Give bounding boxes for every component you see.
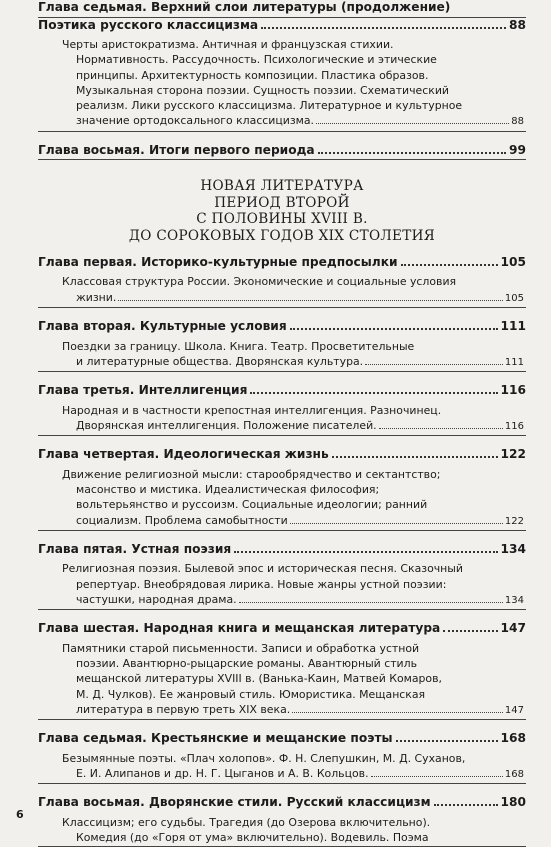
description-page-number: 116 bbox=[504, 420, 524, 432]
toc-entry-title bbox=[38, 319, 526, 335]
description-line: принципы. Архитектурность композиции. Пластика образов. bbox=[76, 68, 429, 82]
description-line: Поездки за границу. Школа. Книга. Театр. Просветительные bbox=[62, 339, 415, 353]
description-line: Классовая структура России. Экономические и социальные условия bbox=[62, 275, 457, 289]
entry-page-number: 122 bbox=[500, 447, 526, 462]
dot-leader bbox=[371, 776, 503, 777]
entry-page-number: 105 bbox=[500, 254, 526, 269]
description-line: вольтерьянство и руссоизм. Социальные идеологии; ранний bbox=[76, 498, 428, 512]
description-line: социализм. Проблема самобытности bbox=[76, 513, 288, 527]
entry-page-number: 168 bbox=[500, 731, 526, 746]
section-heading-line: С ПОЛОВИНЫ XVIII В. bbox=[196, 211, 368, 228]
entry-title-text: Глава седьмая. Крестьянские и мещанские поэты bbox=[38, 731, 393, 746]
description-page-number: 111 bbox=[504, 356, 524, 368]
dot-leader bbox=[332, 456, 498, 458]
toc-entry-title bbox=[38, 731, 526, 747]
divider bbox=[38, 131, 526, 132]
divider bbox=[38, 435, 526, 436]
description-line: Музыкальная сторона поэзии. Сущность поэзии. Схематический bbox=[76, 83, 449, 97]
divider bbox=[38, 159, 526, 160]
entry-description bbox=[38, 641, 526, 718]
description-line: масонство и мистика. Идеалистическая философия; bbox=[76, 482, 380, 496]
entry-page-number: 99 bbox=[509, 142, 526, 157]
entry-description bbox=[38, 339, 526, 371]
description-line: Черты аристократизма. Античная и французская стихии. bbox=[62, 38, 394, 51]
section-heading-line: ДО СОРОКОВЫХ ГОДОВ XIX СТОЛЕТИЯ bbox=[128, 227, 436, 244]
entry-title-text: Глава вторая. Культурные условия bbox=[38, 319, 287, 333]
dot-leader bbox=[316, 123, 509, 124]
entry-page-number: 88 bbox=[509, 17, 526, 32]
description-last-line bbox=[62, 592, 524, 608]
dot-leader bbox=[290, 328, 498, 330]
section-heading-line: НОВАЯ ЛИТЕРАТУРА bbox=[200, 178, 364, 195]
description-line: и литературные общества. Дворянская культура. bbox=[76, 354, 364, 368]
description-last-line bbox=[62, 702, 524, 718]
entry-page-number: 134 bbox=[500, 541, 526, 556]
entry-description bbox=[38, 403, 526, 435]
entry-title-text: Глава третья. Интеллигенция bbox=[38, 383, 248, 398]
entry-title-text: Глава шестая. Народная книга и мещанская литература bbox=[38, 621, 441, 636]
section-heading-line: ПЕРИОД ВТОРОЙ bbox=[214, 194, 350, 211]
divider bbox=[38, 783, 526, 784]
description-line: М. Д. Чулков). Ее жанровый стиль. Юмористика. Мещанская bbox=[76, 687, 426, 701]
entry-title-text: Глава первая. Историко-культурные предпосылки bbox=[38, 254, 398, 269]
description-line: литература в первую треть XIX века. bbox=[76, 702, 291, 716]
description-line: Е. И. Алипанов и др. Н. Г. Цыганов и А. В. Кольцов. bbox=[76, 767, 369, 781]
dot-leader bbox=[234, 551, 497, 553]
dot-leader bbox=[401, 264, 498, 266]
description-line: Памятники старой письменности. Записи и обработка устной bbox=[62, 641, 420, 655]
description-line: репертуар. Внеобрядовая лирика. Новые жанры устной поэзии: bbox=[76, 577, 447, 591]
dot-leader bbox=[250, 392, 497, 394]
description-page-number: 88 bbox=[511, 116, 524, 128]
dot-leader bbox=[239, 602, 503, 603]
description-line: Народная и в частности крепостная интеллигенция. Разночинец. bbox=[62, 403, 442, 417]
divider bbox=[38, 719, 526, 720]
entry-description bbox=[38, 751, 526, 783]
entry-title-text: Глава восьмая. Итоги первого периода bbox=[38, 142, 315, 157]
toc-entry-title bbox=[38, 143, 526, 159]
entry-title-text: Поэтика русского классицизма bbox=[38, 17, 259, 32]
toc-entry-title bbox=[38, 18, 526, 34]
description-line: реализм. Лики русского классицизма. Литературное и культурное bbox=[76, 99, 463, 113]
section-heading bbox=[38, 178, 526, 244]
description-line: жизни. bbox=[76, 290, 117, 304]
toc-entries-part-2 bbox=[38, 255, 526, 847]
description-line: Дворянская интеллигенция. Положение писателей. bbox=[76, 418, 377, 432]
description-line: частушки, народная драма. bbox=[76, 592, 237, 606]
entry-description bbox=[38, 274, 526, 306]
dot-leader bbox=[290, 523, 503, 524]
description-line: мещанской литературы XVIII в. (Ванька-Каин, Матвей Комаров, bbox=[76, 672, 442, 686]
divider bbox=[38, 609, 526, 610]
toc-entry-title bbox=[38, 383, 526, 399]
dot-leader bbox=[443, 630, 497, 632]
toc-entry-title bbox=[38, 255, 526, 271]
description-page-number: 134 bbox=[504, 594, 524, 606]
dot-leader bbox=[379, 428, 503, 429]
page-number: 6 bbox=[16, 808, 24, 821]
description-line: Движение религиозной мысли: старообрядчество и сектантство; bbox=[62, 467, 441, 481]
toc-entry-title bbox=[38, 542, 526, 558]
toc-entry-title bbox=[38, 621, 526, 637]
dot-leader bbox=[365, 364, 503, 365]
toc-entry-title bbox=[38, 795, 526, 811]
divider bbox=[38, 307, 526, 308]
dot-leader bbox=[318, 152, 506, 154]
toc-entries-part-1 bbox=[38, 18, 526, 161]
entry-description bbox=[38, 561, 526, 608]
description-line: Религиозная поэзия. Былевой эпос и историческая песня. Сказочный bbox=[62, 562, 463, 576]
dot-leader bbox=[118, 300, 503, 301]
description-line: Безымянные поэты. «Плач холопов». Ф. Н. Слепушкин, М. Д. Суханов, bbox=[62, 751, 466, 765]
dot-leader bbox=[261, 27, 506, 29]
entry-description bbox=[38, 815, 526, 846]
description-page-number: 105 bbox=[504, 292, 524, 304]
description-page-number: 147 bbox=[504, 704, 524, 716]
description-last-line bbox=[62, 113, 524, 129]
entry-page-number: 180 bbox=[500, 795, 526, 810]
dot-leader bbox=[292, 712, 503, 713]
entry-description bbox=[38, 37, 526, 130]
description-page-number: 122 bbox=[504, 515, 524, 527]
description-line: значение ортодоксального классицизма. bbox=[76, 114, 315, 128]
dot-leader bbox=[434, 804, 498, 806]
entry-description bbox=[38, 467, 526, 529]
description-last-line bbox=[62, 418, 524, 434]
description-last-line bbox=[62, 513, 524, 529]
description-last-line bbox=[62, 290, 524, 306]
entry-title-text: Глава пятая. Устная поэзия bbox=[38, 541, 232, 556]
entry-title-text: Глава восьмая. Дворянские стили. Русский классицизм bbox=[38, 795, 431, 810]
entry-page-number: 116 bbox=[500, 383, 526, 398]
continued-chapter-title: Глава седьмая. Верхний слои литературы (продолжение) bbox=[38, 0, 451, 14]
description-last-line bbox=[62, 354, 524, 370]
divider bbox=[38, 371, 526, 372]
dot-leader bbox=[396, 740, 498, 742]
toc-entry-title bbox=[38, 447, 526, 463]
description-line: Классицизм; его судьбы. Трагедия (до Озерова включительно). bbox=[62, 815, 431, 829]
description-last-line bbox=[62, 766, 524, 782]
divider bbox=[38, 530, 526, 531]
description-page-number: 168 bbox=[504, 769, 524, 781]
entry-page-number: 111 bbox=[500, 319, 526, 333]
description-line: поэзии. Авантюрно-рыцарские романы. Авантюрный стиль bbox=[76, 657, 417, 671]
description-line: Комедия (до «Горя от ума» включительно). Водевиль. Поэма bbox=[76, 831, 429, 845]
entry-page-number: 147 bbox=[500, 621, 526, 636]
table-of-contents bbox=[38, 0, 526, 847]
description-line: Нормативность. Рассудочность. Психологические и этические bbox=[76, 53, 437, 67]
entry-title-text: Глава четвертая. Идеологическая жизнь bbox=[38, 447, 329, 462]
